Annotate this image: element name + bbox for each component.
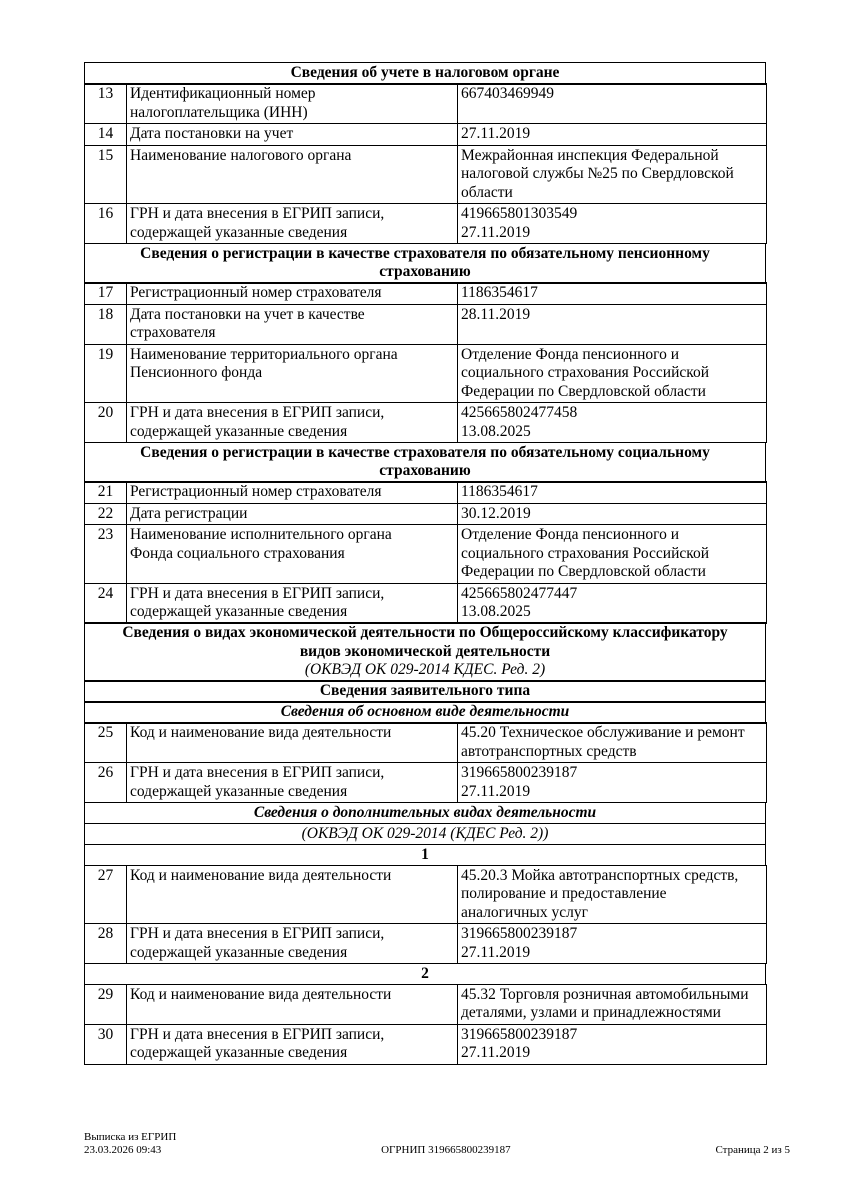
- value-line: области: [461, 183, 513, 201]
- label-line: Наименование территориального органа: [130, 345, 398, 363]
- value-line: социального страхования Российской: [461, 364, 710, 381]
- table-row: [85, 403, 767, 443]
- row-number-cell: 23: [85, 525, 127, 584]
- section-header-table: [84, 243, 766, 284]
- footer-page-number: Страница 2 из 5: [715, 1144, 790, 1156]
- table-row: [85, 124, 767, 146]
- value-line: 13.08.2025: [461, 603, 531, 620]
- records-table: [84, 83, 767, 244]
- table-row: [85, 84, 767, 124]
- row-label-cell: [127, 145, 458, 204]
- value-line: 27.11.2019: [461, 782, 531, 800]
- row-number-cell: 30: [85, 1024, 127, 1064]
- row-number-cell: 27: [85, 865, 127, 924]
- label-line: Пенсионного фонда: [130, 364, 263, 381]
- footer-left: [84, 1131, 176, 1157]
- row-number-cell: 16: [85, 204, 127, 244]
- records-table: [84, 282, 767, 443]
- section-header-table: [84, 802, 766, 825]
- section-title-line: Сведения об основном виде деятельности: [280, 703, 570, 720]
- row-label-cell: [127, 204, 458, 244]
- row-value-cell: [458, 344, 767, 403]
- table-row: [85, 503, 767, 525]
- row-value-cell: [458, 583, 767, 623]
- value-line: налоговой службы №25 по Свердловской: [461, 165, 734, 182]
- section-title-cell: [85, 823, 766, 845]
- footer: [84, 1131, 790, 1157]
- row-value-cell: [458, 403, 767, 443]
- label-line: содержащей указанные сведения: [130, 943, 348, 961]
- section-title-cell: [85, 63, 766, 85]
- value-line: автотранспортных средств: [461, 742, 637, 760]
- row-number-cell: 25: [85, 723, 127, 763]
- label-line: Дата постановки на учет в качестве: [130, 305, 365, 323]
- row-number-cell: 29: [85, 984, 127, 1024]
- row-label-cell: [127, 1024, 458, 1064]
- section-title-line: видов экономической деятельности: [299, 642, 551, 660]
- section-title-line: 1: [421, 845, 429, 863]
- section-title-cell: [85, 623, 766, 682]
- value-line: 1186354617: [461, 284, 538, 301]
- row-value-cell: [458, 145, 767, 204]
- label-line: Код и наименование вида деятельности: [130, 724, 392, 741]
- section-title-cell: [85, 442, 766, 482]
- value-line: 319665800239187: [461, 925, 578, 942]
- row-number-cell: 18: [85, 304, 127, 344]
- value-line: 45.32 Торговля розничная автомобильными: [461, 985, 749, 1003]
- label-line: Фонда социального страхования: [130, 544, 345, 562]
- label-line: Дата постановки на учет: [130, 125, 294, 142]
- egrip-extract-page: [84, 62, 766, 1065]
- row-value-cell: [458, 763, 767, 803]
- section-title-line: (ОКВЭД ОК 029-2014 (КДЕС Ред. 2)): [301, 824, 549, 842]
- row-number-cell: 22: [85, 503, 127, 525]
- row-value-cell: [458, 124, 767, 146]
- value-line: 425665802477447: [461, 584, 578, 602]
- row-label-cell: [127, 583, 458, 623]
- value-line: 13.08.2025: [461, 422, 531, 440]
- section-header-table: [84, 622, 766, 682]
- section-title-line: Сведения о регистрации в качестве страхователя по обязательному социальному: [140, 443, 710, 461]
- table-row: [85, 763, 767, 803]
- table-row: [85, 984, 767, 1024]
- footer-datetime: 23.03.2026 09:43: [84, 1144, 162, 1156]
- records-table: [84, 722, 767, 803]
- label-line: Регистрационный номер страхователя: [130, 284, 382, 301]
- value-line: Отделение Фонда пенсионного и: [461, 526, 680, 543]
- table-row: [85, 204, 767, 244]
- section-title-cell: [85, 802, 766, 824]
- value-line: 419665801303549: [461, 205, 578, 222]
- value-line: социального страхования Российской: [461, 544, 710, 562]
- table-row: [85, 145, 767, 204]
- section-title-cell: [85, 702, 766, 724]
- table-row: [85, 525, 767, 584]
- label-line: Наименование исполнительного органа: [130, 526, 392, 543]
- section-header-table: [84, 963, 766, 986]
- value-line: Федерации по Свердловской области: [461, 563, 706, 580]
- footer-ogrnip: ОГРНИП 319665800239187: [381, 1144, 511, 1156]
- row-label-cell: [127, 924, 458, 964]
- row-number-cell: 13: [85, 84, 127, 124]
- value-line: 45.20 Техническое обслуживание и ремонт: [461, 724, 745, 741]
- table-row: [85, 723, 767, 763]
- section-title-line: страхованию: [379, 462, 471, 479]
- label-line: налогоплательщика (ИНН): [130, 103, 308, 121]
- value-line: 667403469949: [461, 85, 554, 102]
- records-table: [84, 481, 767, 624]
- value-line: 319665800239187: [461, 1025, 578, 1043]
- row-number-cell: 19: [85, 344, 127, 403]
- row-value-cell: [458, 84, 767, 124]
- table-row: [85, 865, 767, 924]
- label-line: Регистрационный номер страхователя: [130, 483, 382, 500]
- label-line: содержащей указанные сведения: [130, 223, 348, 241]
- value-line: Межрайонная инспекция Федеральной: [461, 146, 719, 164]
- value-line: 425665802477458: [461, 404, 578, 421]
- section-header-table: [84, 62, 766, 85]
- row-label-cell: [127, 344, 458, 403]
- row-label-cell: [127, 482, 458, 504]
- section-header-table: [84, 680, 766, 703]
- records-table: [84, 865, 767, 965]
- value-line: 27.11.2019: [461, 125, 531, 142]
- row-number-cell: 26: [85, 763, 127, 803]
- value-line: 27.11.2019: [461, 223, 531, 241]
- label-line: ГРН и дата внесения в ЕГРИП записи,: [130, 404, 385, 421]
- row-number-cell: 24: [85, 583, 127, 623]
- row-label-cell: [127, 723, 458, 763]
- row-number-cell: 20: [85, 403, 127, 443]
- row-value-cell: [458, 525, 767, 584]
- label-line: ГРН и дата внесения в ЕГРИП записи,: [130, 1025, 385, 1043]
- label-line: ГРН и дата внесения в ЕГРИП записи,: [130, 584, 385, 602]
- value-line: 30.12.2019: [461, 504, 531, 522]
- value-line: 27.11.2019: [461, 943, 531, 961]
- section-title-cell: [85, 681, 766, 703]
- label-line: содержащей указанные сведения: [130, 782, 348, 800]
- value-line: 28.11.2019: [461, 305, 531, 323]
- table-row: [85, 283, 767, 305]
- row-label-cell: [127, 283, 458, 305]
- label-line: Дата регистрации: [130, 504, 248, 522]
- label-line: содержащей указанные сведения: [130, 422, 348, 440]
- label-line: ГРН и дата внесения в ЕГРИП записи,: [130, 764, 385, 781]
- value-line: 319665800239187: [461, 764, 578, 781]
- row-value-cell: [458, 503, 767, 525]
- row-label-cell: [127, 503, 458, 525]
- row-value-cell: [458, 865, 767, 924]
- value-line: полирование и предоставление: [461, 885, 667, 902]
- label-line: ГРН и дата внесения в ЕГРИП записи,: [130, 205, 385, 222]
- value-line: Отделение Фонда пенсионного и: [461, 345, 680, 363]
- row-number-cell: 28: [85, 924, 127, 964]
- label-line: Наименование налогового органа: [130, 146, 352, 164]
- value-line: 45.20.3 Мойка автотранспортных средств,: [461, 866, 739, 884]
- label-line: Код и наименование вида деятельности: [130, 866, 392, 884]
- row-label-cell: [127, 403, 458, 443]
- row-value-cell: [458, 924, 767, 964]
- section-title-line: 2: [421, 964, 429, 982]
- row-label-cell: [127, 865, 458, 924]
- section-title-line: Сведения об учете в налоговом органе: [290, 64, 560, 81]
- row-number-cell: 17: [85, 283, 127, 305]
- row-value-cell: [458, 723, 767, 763]
- row-number-cell: 21: [85, 482, 127, 504]
- section-title-line: Сведения о дополнительных видах деятельности: [253, 803, 597, 821]
- row-value-cell: [458, 482, 767, 504]
- section-title-line: (ОКВЭД ОК 029-2014 КДЕС. Ред. 2): [304, 661, 546, 678]
- row-label-cell: [127, 124, 458, 146]
- section-title-cell: [85, 243, 766, 283]
- label-line: страхователя: [130, 324, 216, 341]
- table-row: [85, 1024, 767, 1064]
- section-header-table: [84, 701, 766, 724]
- section-header-table: [84, 442, 766, 483]
- row-value-cell: [458, 1024, 767, 1064]
- row-label-cell: [127, 84, 458, 124]
- table-row: [85, 924, 767, 964]
- value-line: 27.11.2019: [461, 1044, 531, 1061]
- section-title-line: страхованию: [379, 263, 471, 280]
- row-number-cell: 14: [85, 124, 127, 146]
- label-line: содержащей указанные сведения: [130, 603, 348, 620]
- section-title-line: Сведения заявительного типа: [319, 682, 531, 699]
- label-line: Код и наименование вида деятельности: [130, 985, 392, 1003]
- table-row: [85, 482, 767, 504]
- footer-doc-type: Выписка из ЕГРИП: [84, 1131, 177, 1143]
- table-row: [85, 304, 767, 344]
- label-line: содержащей указанные сведения: [130, 1044, 348, 1061]
- records-table: [84, 984, 767, 1065]
- value-line: Федерации по Свердловской области: [461, 382, 706, 400]
- row-label-cell: [127, 763, 458, 803]
- row-label-cell: [127, 525, 458, 584]
- section-title-line: Сведения о видах экономической деятельности по Общероссийскому классификатору: [122, 624, 728, 641]
- table-row: [85, 344, 767, 403]
- section-title-cell: [85, 963, 766, 985]
- section-header-table: [84, 823, 766, 846]
- row-value-cell: [458, 304, 767, 344]
- row-label-cell: [127, 984, 458, 1024]
- row-value-cell: [458, 204, 767, 244]
- row-value-cell: [458, 984, 767, 1024]
- value-line: 1186354617: [461, 483, 538, 500]
- section-title-line: Сведения о регистрации в качестве страхователя по обязательному пенсионному: [140, 244, 710, 262]
- label-line: ГРН и дата внесения в ЕГРИП записи,: [130, 925, 385, 942]
- row-label-cell: [127, 304, 458, 344]
- section-title-cell: [85, 844, 766, 866]
- value-line: аналогичных услуг: [461, 903, 588, 921]
- label-line: Идентификационный номер: [130, 85, 316, 102]
- row-value-cell: [458, 283, 767, 305]
- value-line: деталями, узлами и принадлежностями: [461, 1004, 721, 1021]
- section-header-table: [84, 844, 766, 867]
- row-number-cell: 15: [85, 145, 127, 204]
- table-row: [85, 583, 767, 623]
